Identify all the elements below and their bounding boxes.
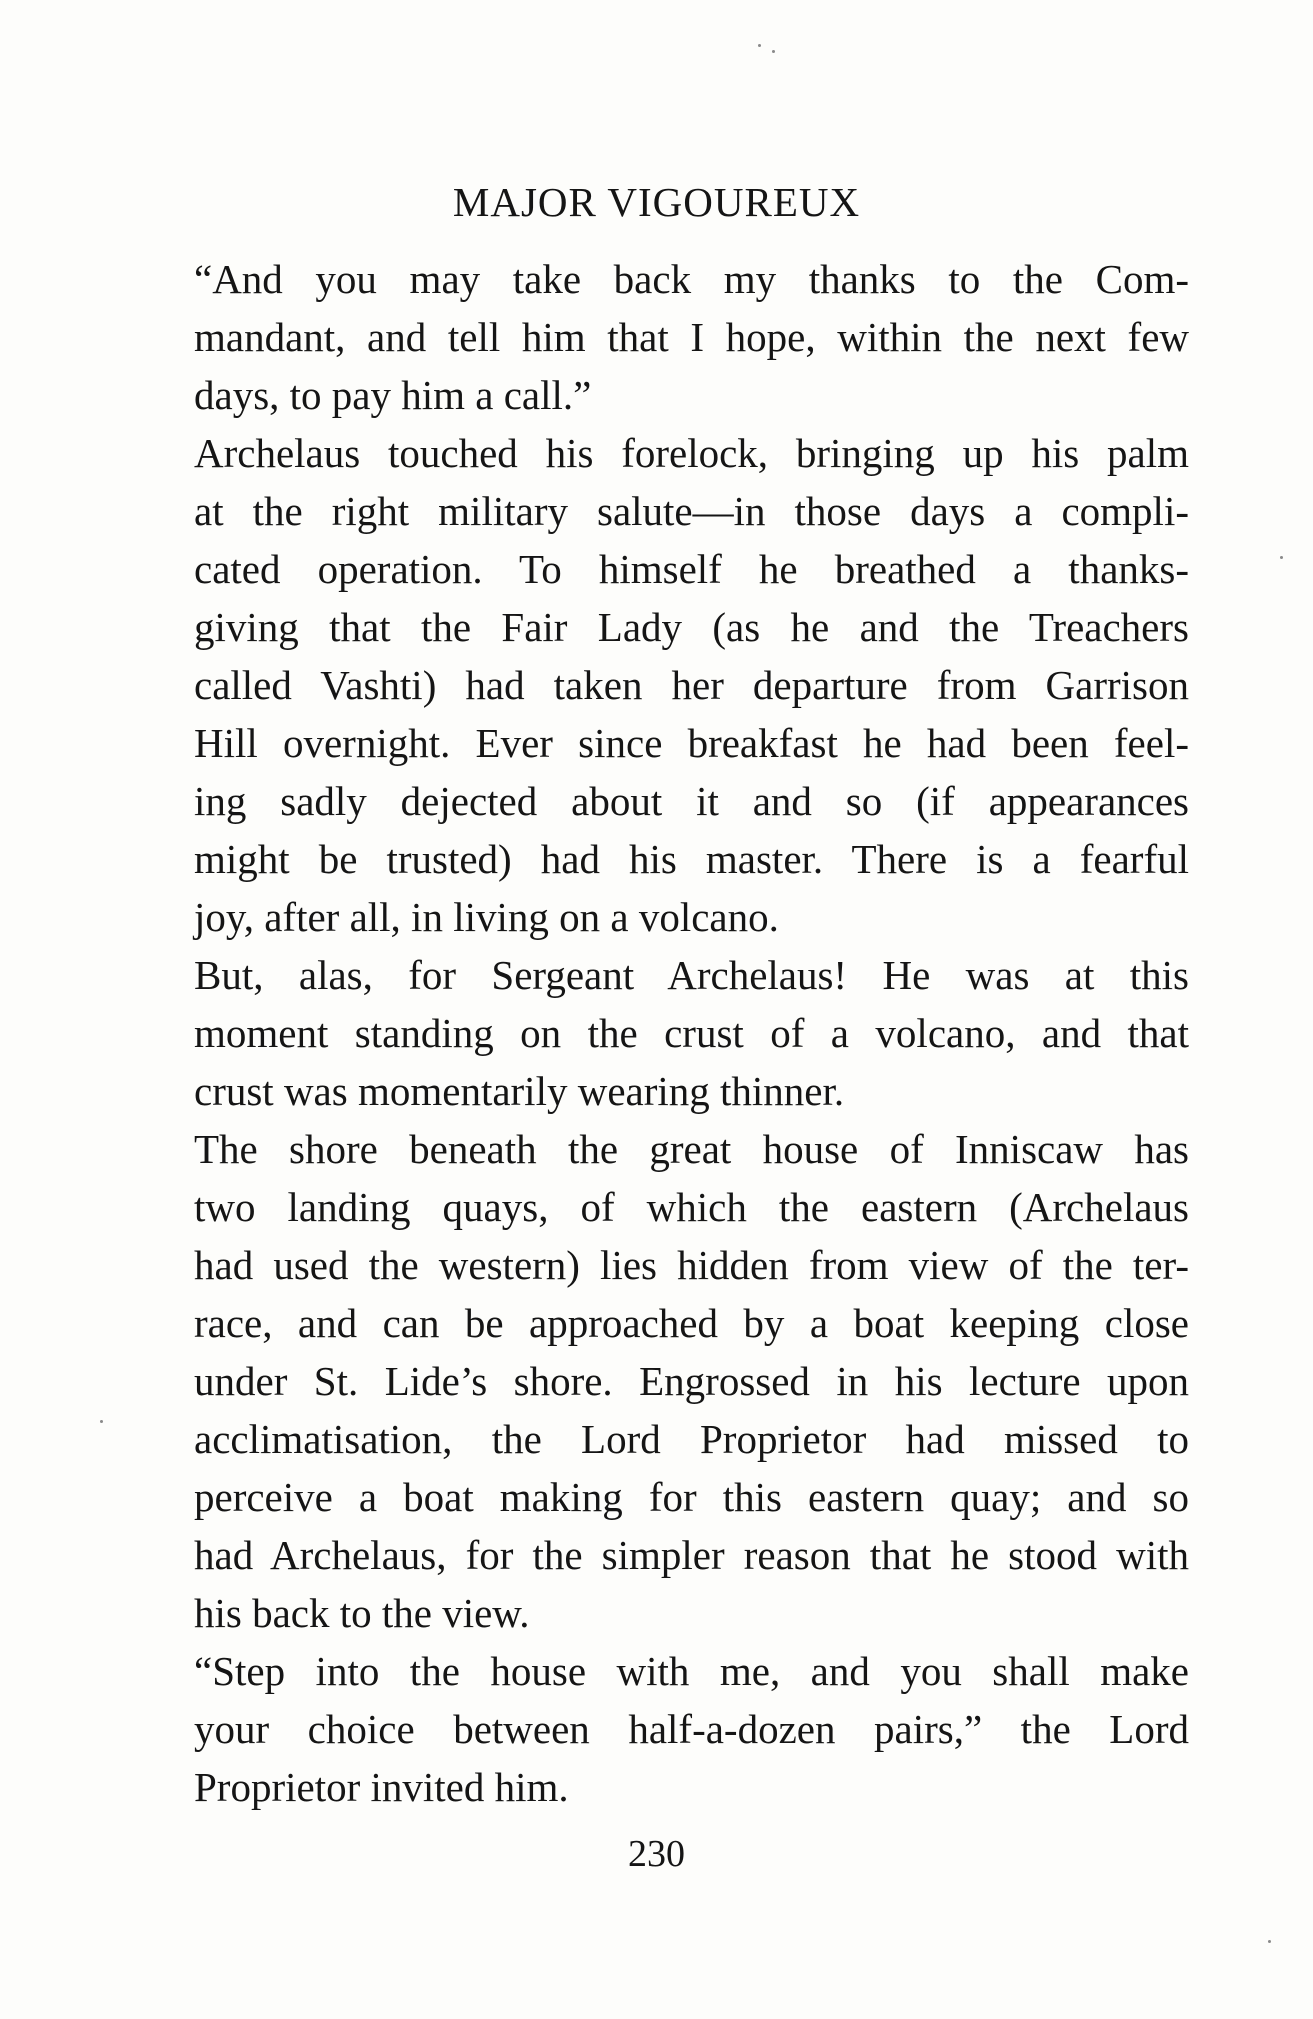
- scan-speck: [1268, 1940, 1271, 1943]
- text-line: Archelaus touched his forelock, bringing up his palm: [194, 430, 1189, 476]
- text-line: Proprietor invited him.: [194, 1764, 569, 1810]
- paragraph: [194, 1120, 1189, 1642]
- text-line: “Step into the house with me, and you shall make: [194, 1648, 1189, 1694]
- body-text: [194, 250, 1189, 1816]
- text-line: called Vashti) had taken her departure from Garrison: [194, 662, 1189, 708]
- scan-speck: [772, 50, 775, 53]
- text-line: acclimatisation, the Lord Proprietor had missed to: [194, 1416, 1189, 1462]
- text-line: The shore beneath the great house of Inniscaw has: [194, 1126, 1189, 1172]
- scan-speck: [758, 44, 761, 47]
- page-number: 230: [628, 1833, 685, 1875]
- text-line: had used the western) lies hidden from view of the ter-: [194, 1242, 1189, 1288]
- scan-speck: [1280, 556, 1283, 559]
- text-line: “And you may take back my thanks to the Com-: [194, 256, 1189, 302]
- text-line: giving that the Fair Lady (as he and the Treachers: [194, 604, 1189, 650]
- text-line: at the right military salute—in those days a compli-: [194, 488, 1189, 534]
- text-line: moment standing on the crust of a volcano, and that: [194, 1010, 1189, 1056]
- text-line: might be trusted) had his master. There is a fearful: [194, 836, 1189, 882]
- paragraph: [194, 946, 1189, 1120]
- text-line: two landing quays, of which the eastern (Archelaus: [194, 1184, 1189, 1230]
- text-line: joy, after all, in living on a volcano.: [194, 894, 779, 940]
- text-line: ing sadly dejected about it and so (if appearances: [194, 778, 1189, 824]
- text-line: perceive a boat making for this eastern quay; and so: [194, 1474, 1189, 1520]
- text-line: Hill overnight. Ever since breakfast he had been feel-: [194, 720, 1189, 766]
- paragraph: [194, 250, 1189, 424]
- text-line: crust was momentarily wearing thinner.: [194, 1068, 845, 1114]
- text-line: mandant, and tell him that I hope, within the next few: [194, 314, 1189, 360]
- text-line: had Archelaus, for the simpler reason that he stood with: [194, 1532, 1189, 1578]
- scan-speck: [100, 1420, 103, 1423]
- text-line: your choice between half-a-dozen pairs,” the Lord: [194, 1706, 1189, 1752]
- text-line: cated operation. To himself he breathed a thanks-: [194, 546, 1189, 592]
- text-line: days, to pay him a call.”: [194, 372, 592, 418]
- paragraph: [194, 1642, 1189, 1816]
- text-line: But, alas, for Sergeant Archelaus! He was at this: [194, 952, 1189, 998]
- text-line: under St. Lide’s shore. Engrossed in his lecture upon: [194, 1358, 1189, 1404]
- running-head: MAJOR VIGOUREUX: [452, 179, 861, 225]
- text-line: race, and can be approached by a boat keeping close: [194, 1300, 1189, 1346]
- paragraph: [194, 424, 1189, 946]
- text-line: his back to the view.: [194, 1590, 530, 1636]
